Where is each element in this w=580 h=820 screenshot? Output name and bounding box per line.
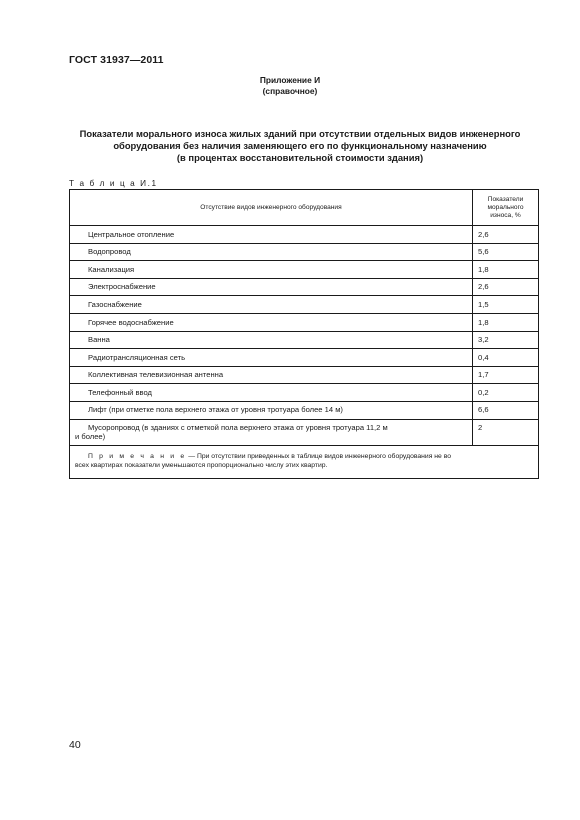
header-indicator [473, 190, 539, 226]
row-value: 1,7 [473, 366, 539, 384]
row-equipment: Ванна [70, 331, 473, 349]
table-row [70, 278, 539, 296]
table-row [70, 313, 539, 331]
row-equipment: Радиотрансляционная сеть [70, 349, 473, 367]
row-equipment: Лифт (при отметке пола верхнего этажа от уровня тротуара более 14 м) [70, 401, 473, 419]
row-value: 2 [473, 419, 539, 445]
table-note [70, 445, 539, 478]
row-value: 0,4 [473, 349, 539, 367]
row-value: 5,6 [473, 243, 539, 261]
appendix-label: Приложение И [259, 75, 321, 85]
row-equipment-line: Мусоропровод (в зданиях с отметкой пола верхнего этажа от уровня тротуара 11,2 м [88, 422, 388, 432]
title-line: оборудования без наличия заменяющего его по функциональному назначению [113, 140, 487, 152]
page-number: 40 [69, 739, 81, 751]
row-equipment: Коллективная телевизионная антенна [70, 366, 473, 384]
table-row [70, 243, 539, 261]
row-equipment [70, 419, 473, 445]
header-indicator-line: износа, % [490, 211, 521, 219]
header-equipment: Отсутствие видов инженерного оборудования [70, 190, 473, 226]
note-line [75, 453, 533, 462]
document-header-standard: ГОСТ 31937—2011 [69, 54, 164, 66]
row-equipment: Горячее водоснабжение [70, 313, 473, 331]
title-line: Показатели морального износа жилых зданий при отсутствии отдельных видов инженерного [79, 128, 521, 139]
row-value: 1,8 [473, 313, 539, 331]
row-value: 1,8 [473, 261, 539, 279]
header-indicator-line: Показатели [487, 195, 524, 203]
wear-indicators-table [69, 189, 539, 479]
table-row [70, 384, 539, 402]
row-value: 6,6 [473, 401, 539, 419]
note-prefix: П р и м е ч а н и е [88, 452, 187, 460]
header-indicator-line: морального [487, 203, 524, 211]
row-value: 1,5 [473, 296, 539, 314]
table-row [70, 296, 539, 314]
row-value: 2,6 [473, 226, 539, 244]
row-equipment: Газоснабжение [70, 296, 473, 314]
table-row [70, 366, 539, 384]
table-row [70, 226, 539, 244]
row-value: 0,2 [473, 384, 539, 402]
row-equipment: Центральное отопление [70, 226, 473, 244]
table-label: Т а б л и ц а И.1 [69, 179, 158, 188]
appendix-type: (справочное) [262, 86, 318, 96]
table-row [70, 261, 539, 279]
row-equipment: Канализация [70, 261, 473, 279]
row-value: 2,6 [473, 278, 539, 296]
title-line: (в процентах восстановительной стоимости здания) [176, 152, 424, 164]
row-equipment-line: и более) [75, 432, 106, 442]
table-header-row [70, 190, 539, 226]
table-note-row [70, 445, 539, 478]
table-row [70, 349, 539, 367]
table-row [70, 401, 539, 419]
row-equipment: Телефонный ввод [70, 384, 473, 402]
row-value: 3,2 [473, 331, 539, 349]
appendix-heading [0, 75, 580, 97]
row-equipment: Электроснабжение [70, 278, 473, 296]
row-equipment: Водопровод [70, 243, 473, 261]
table-row [70, 331, 539, 349]
table-title [68, 128, 532, 165]
note-text: — При отсутствии приведенных в таблице видов инженерного оборудования не во [186, 452, 452, 460]
table-row [70, 419, 539, 445]
note-line: всех квартирах показатели уменьшаются пропорционально числу этих квартир. [75, 461, 328, 469]
